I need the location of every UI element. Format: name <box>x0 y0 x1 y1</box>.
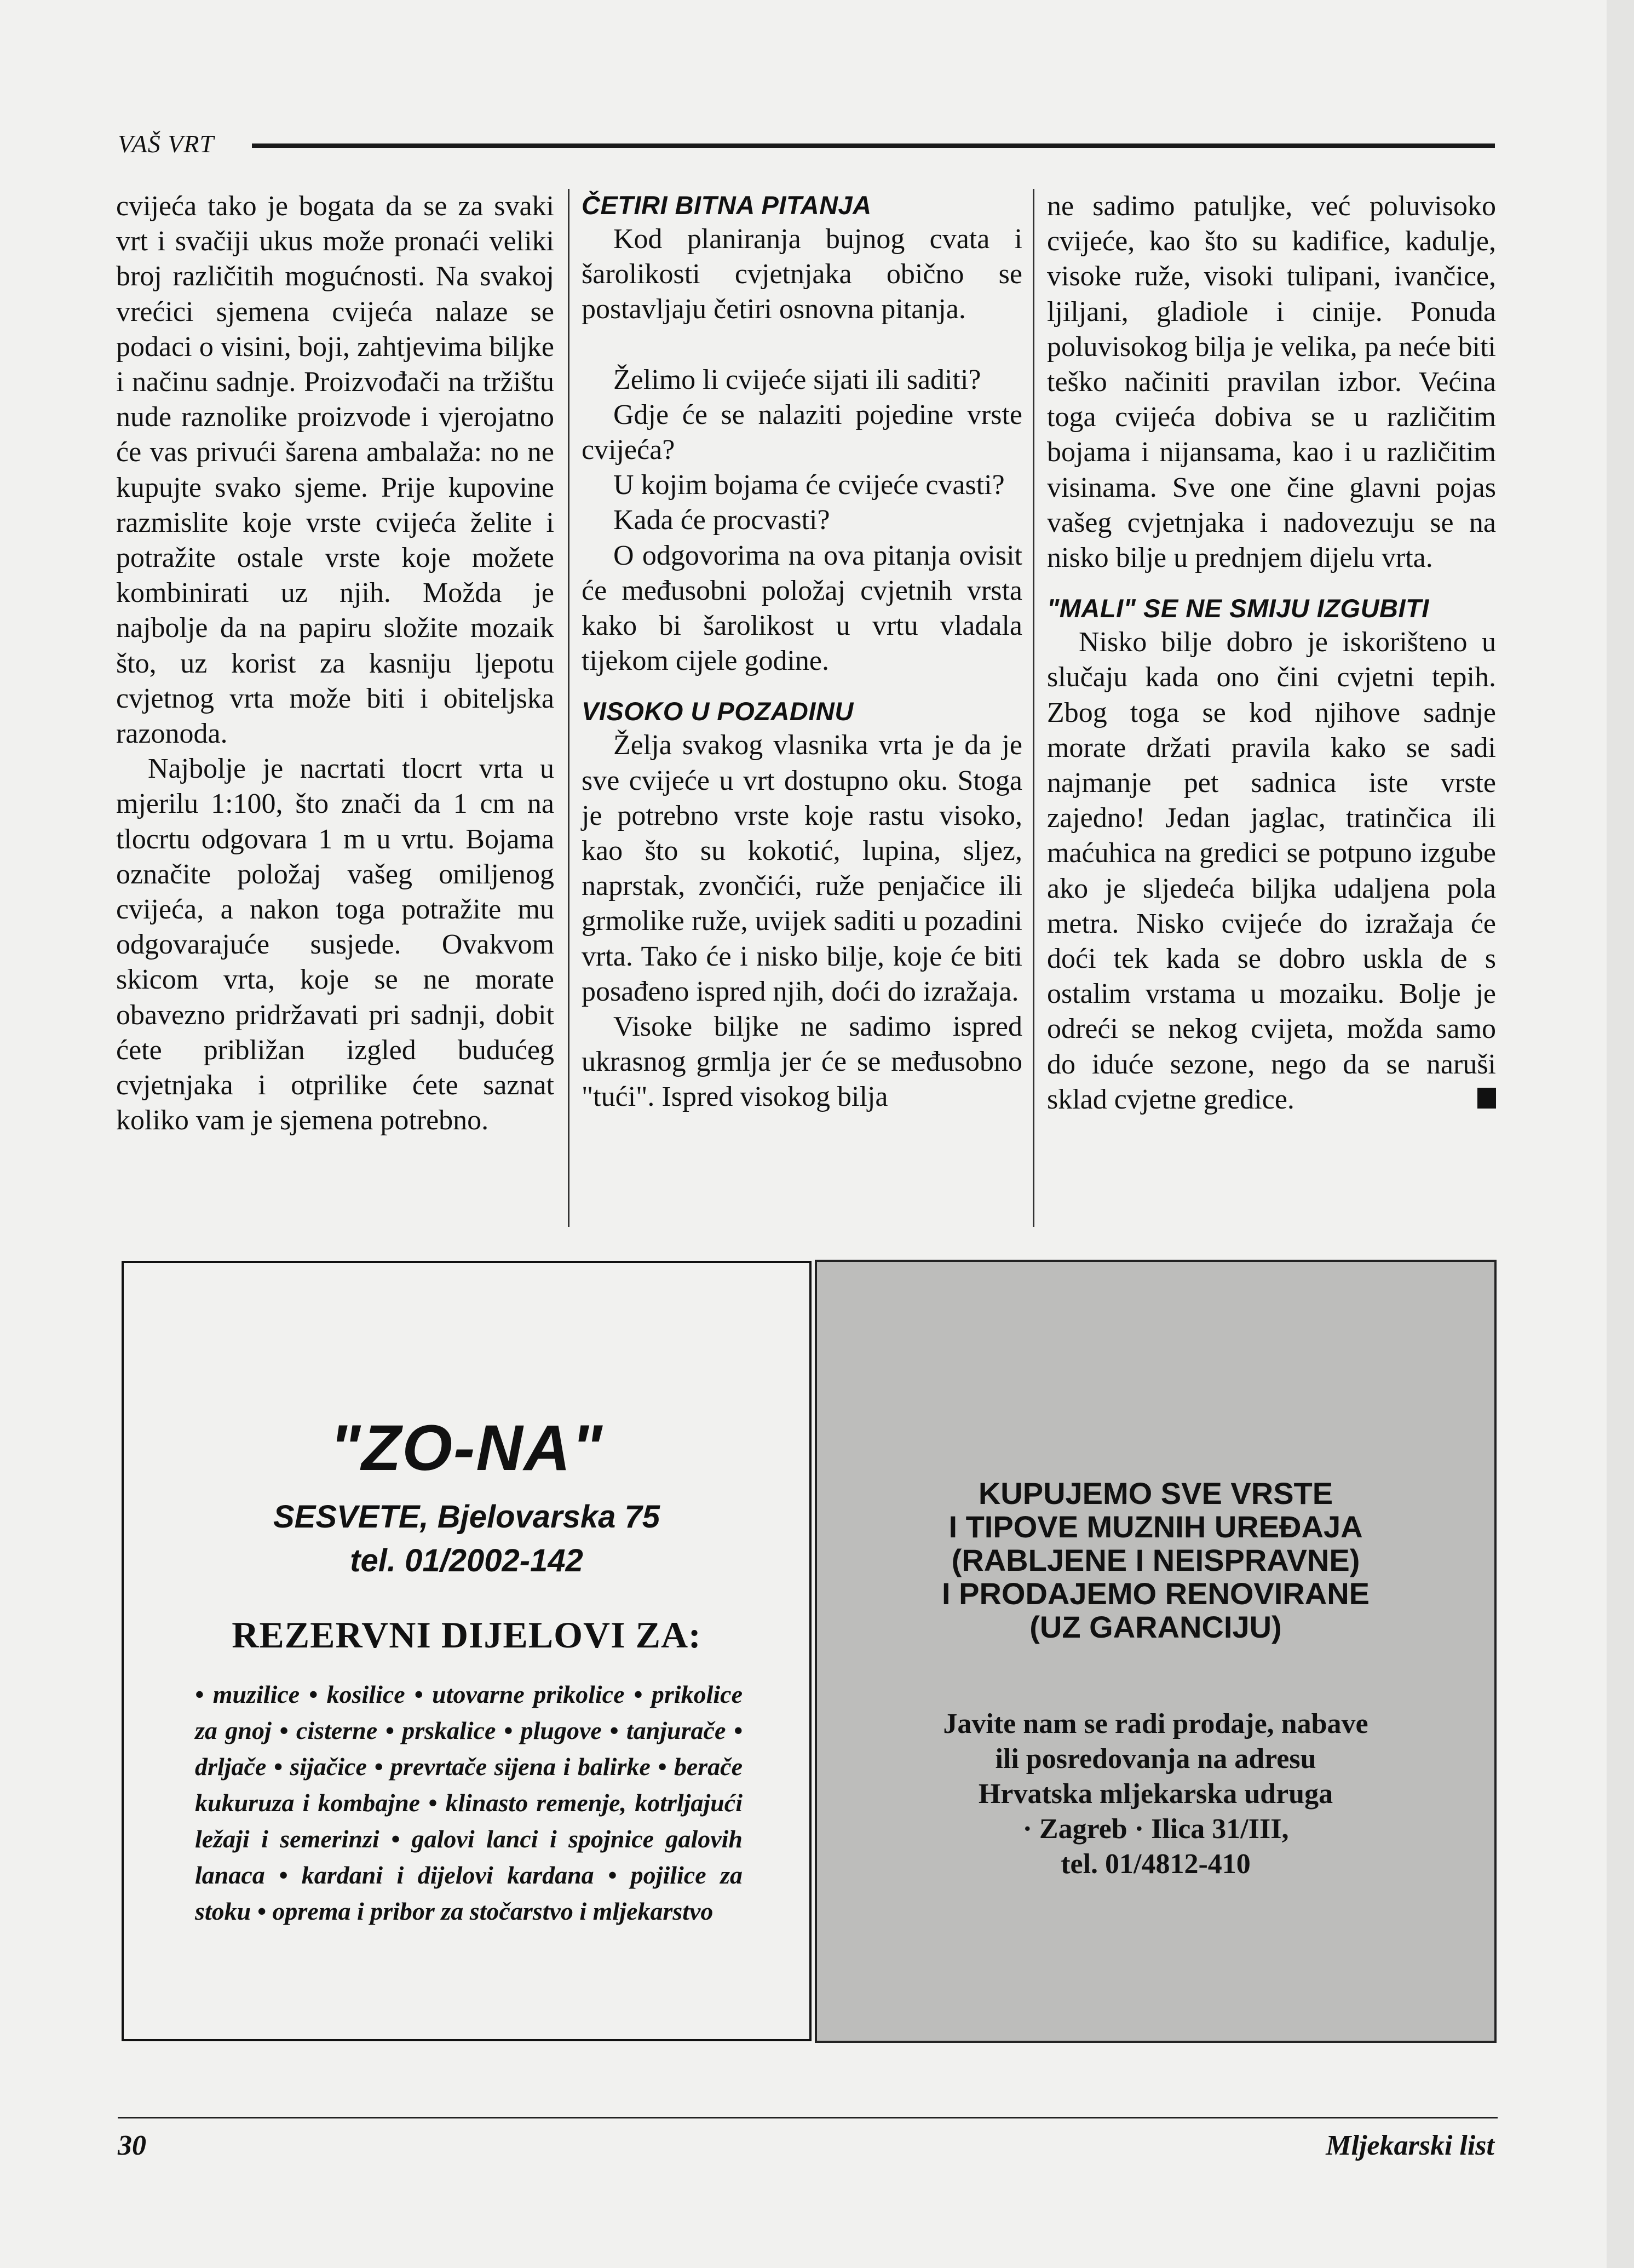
column1-paragraph-1: cvijeća tako je bogata da se za svaki vrt i svačiji ukus može pronaći veliki broj različitih mogućnosti. Na svakoj vrećici sjemena cvijeća nalaze se podaci o visini, boji, zahtjevima biljke i načinu sadnje. Proizvođači na tržištu nude raznolike proizvode i vjerojatno će vas privući šarena ambalaža: no ne kupujte svako sjeme. Prije kupovine razmislite koje vrste cvijeća želite i potražite ostale vrste koje možete kombinirati uz njih. Možda je najbolje da na papiru složite mozaik što, uz korist za kasniju ljepotu cvjetnog vrta može biti i obiteljska razonoda. <box>116 191 554 750</box>
end-of-article-mark <box>1477 1088 1496 1109</box>
column2-answer: O odgovorima na ova pitanja ovisit će međusobni položaj cvjetnih vrsta kako bi šarolikost u vrtu vladala tijekom cijele godine. <box>582 539 1022 677</box>
column3-paragraph-1: ne sadimo patuljke, već poluvisoko cvijeće, kao što su kadifice, kadulje, visoke ruže, visoki tulipani, ivančice, ljiljani, gladiole i cinije. Ponuda poluvisokog bilja je velika, pa neće biti teško načiniti pravilan izbor. Većina toga cvijeća dobiva se u različitim bojama i nijansama, kao i u različitim visinama. Sve one čine glavni pojas vašeg cvjetnjaka i nadovezuju se na nisko bilje u prednjem dijelu vrta. <box>1047 191 1496 574</box>
ad-buy-line: I TIPOVE MUZNIH UREĐAJA <box>948 1509 1363 1544</box>
ad-contact-text <box>817 1707 1494 1882</box>
question-3: U kojim bojama će cvijeće cvasti? <box>613 469 1005 501</box>
advertisement-milking-equipment <box>815 1260 1497 2043</box>
page-edge-shadow <box>1607 0 1634 2268</box>
article-column-1 <box>116 189 554 1138</box>
ad-phone: tel. 01/2002-142 <box>350 1543 583 1578</box>
ad-contact-line: Javite nam se radi prodaje, nabave <box>943 1708 1368 1739</box>
column-divider-1 <box>568 189 569 1227</box>
article-column-3 <box>1047 189 1496 1117</box>
ad-buy-line: I PRODAJEMO RENOVIRANE <box>942 1576 1370 1611</box>
ad-buy-line: (RABLJENE I NEISPRAVNE) <box>951 1543 1360 1577</box>
ad-address: SESVETE, Bjelovarska 75 <box>273 1499 660 1535</box>
ad-spare-parts-list: • muzilice • kosilice • utovarne prikolice • prikolice za gnoj • cisterne • prskalice • plugove • tanjurače • drljače • sijačice • prevrtače sijena i balirke • berače kukuruza i kombajne • klinasto remenje, kotrljajući ležaji i semerinzi • galovi lanci i spojnice galovih lanaca • kardani i dijelovi kardana • pojilice za stoku • oprema i pribor za stočarstvo i mljekarstvo <box>195 1680 743 1925</box>
spacer <box>582 679 1022 695</box>
page-number: 30 <box>118 2130 146 2161</box>
spacer <box>1047 576 1496 592</box>
ad-buy-text <box>817 1477 1494 1644</box>
ad-buy-line: KUPUJEMO SVE VRSTE <box>978 1476 1333 1511</box>
header-rule <box>252 143 1495 148</box>
question-2: Gdje će se nalaziti pojedine vrste cvijeća? <box>582 399 1022 466</box>
column3-paragraph-2 <box>1047 625 1496 1117</box>
heading-tall-background: VISOKO U POZADINU <box>582 697 854 726</box>
column2-paragraph-1: Želja svakog vlasnika vrta je da je sve cvijeće u vrt dostupno oku. Stoga je potrebno vrste koje rastu visoko, kao što su kokotić, lupina, sljez, naprstak, zvončići, ruže penjačice ili grmolike ruže, uvijek saditi u pozadini vrta. Tako će i nisko bilje, koje će biti posađeno ispred njih, doći do izražaja. <box>582 730 1022 1007</box>
question-1: Želimo li cvijeće sijati ili saditi? <box>613 364 981 395</box>
ad-contact-line: tel. 01/4812-410 <box>1061 1848 1251 1880</box>
advertisement-zona <box>122 1261 812 2041</box>
spacer <box>582 328 1022 363</box>
ad-contact-line: ili posredovanja na adresu <box>995 1743 1316 1775</box>
publication-name: Mljekarski list <box>1326 2130 1494 2161</box>
column2-intro: Kod planiranja bujnog cvata i šarolikosti cvjetnjaka obično se postavljaju četiri osnovna pitanja. <box>582 223 1022 325</box>
column1-paragraph-2: Najbolje je nacrtati tlocrt vrta u mjerilu 1:100, što znači da 1 cm na tlocrtu odgovara 1 m u vrtu. Bojama označite položaj vašeg omiljenog cvijeća, a nakon toga potražite mu odgovarajuće susjede. Ovakvom skicom vrta, koje se ne morate obavezno pridržavati pri sadnji, dobit ćete približan izgled budućeg cvjetnjaka i otprilike ćete saznat koliko vam je sjemena potrebno. <box>116 753 554 1136</box>
ad-contact-line: · Zagreb · Ilica 31/III, <box>1022 1813 1289 1845</box>
ad-contact-line: Hrvatska mljekarska udruga <box>978 1778 1333 1810</box>
column-divider-2 <box>1033 189 1034 1227</box>
ad-company-name: "ZO-NA" <box>330 1412 603 1484</box>
footer-rule <box>118 2117 1498 2118</box>
ad-spare-parts-heading: REZERVNI DIJELOVI ZA: <box>232 1614 701 1656</box>
column3-paragraph-2-text: Nisko bilje dobro je iskorišteno u slučaju kada ono čini cvjetni tepih. Zbog toga se kod njihove sadnje morate držati pravila kako se sadi najmanje pet sadnica iste vrste zajedno! Jedan jaglac, tratinčica ili maćuhica na gredici se potpuno izgube ako je sljedeća biljka udaljena pola metra. Nisko cvijeće do izražaja će doći tek kada se dobro uskla de s ostalim vrstama u mozaiku. Bolje je odreći se nekog cvijeta, možda samo do iduće sezone, nego da se naruši sklad cvjetne gredice. <box>1047 627 1496 1115</box>
section-label: VAŠ VRT <box>118 130 215 158</box>
question-4: Kada će procvasti? <box>613 504 830 536</box>
heading-four-questions: ČETIRI BITNA PITANJA <box>582 191 872 220</box>
article-column-2 <box>582 189 1022 1115</box>
column2-paragraph-2: Visoke biljke ne sadimo ispred ukrasnog grmlja jer će se međusobno "tući". Ispred visokog bilja <box>582 1011 1022 1113</box>
heading-small-ones: "MALI" SE NE SMIJU IZGUBITI <box>1047 594 1429 623</box>
ad-buy-line: (UZ GARANCIJU) <box>1029 1610 1282 1644</box>
